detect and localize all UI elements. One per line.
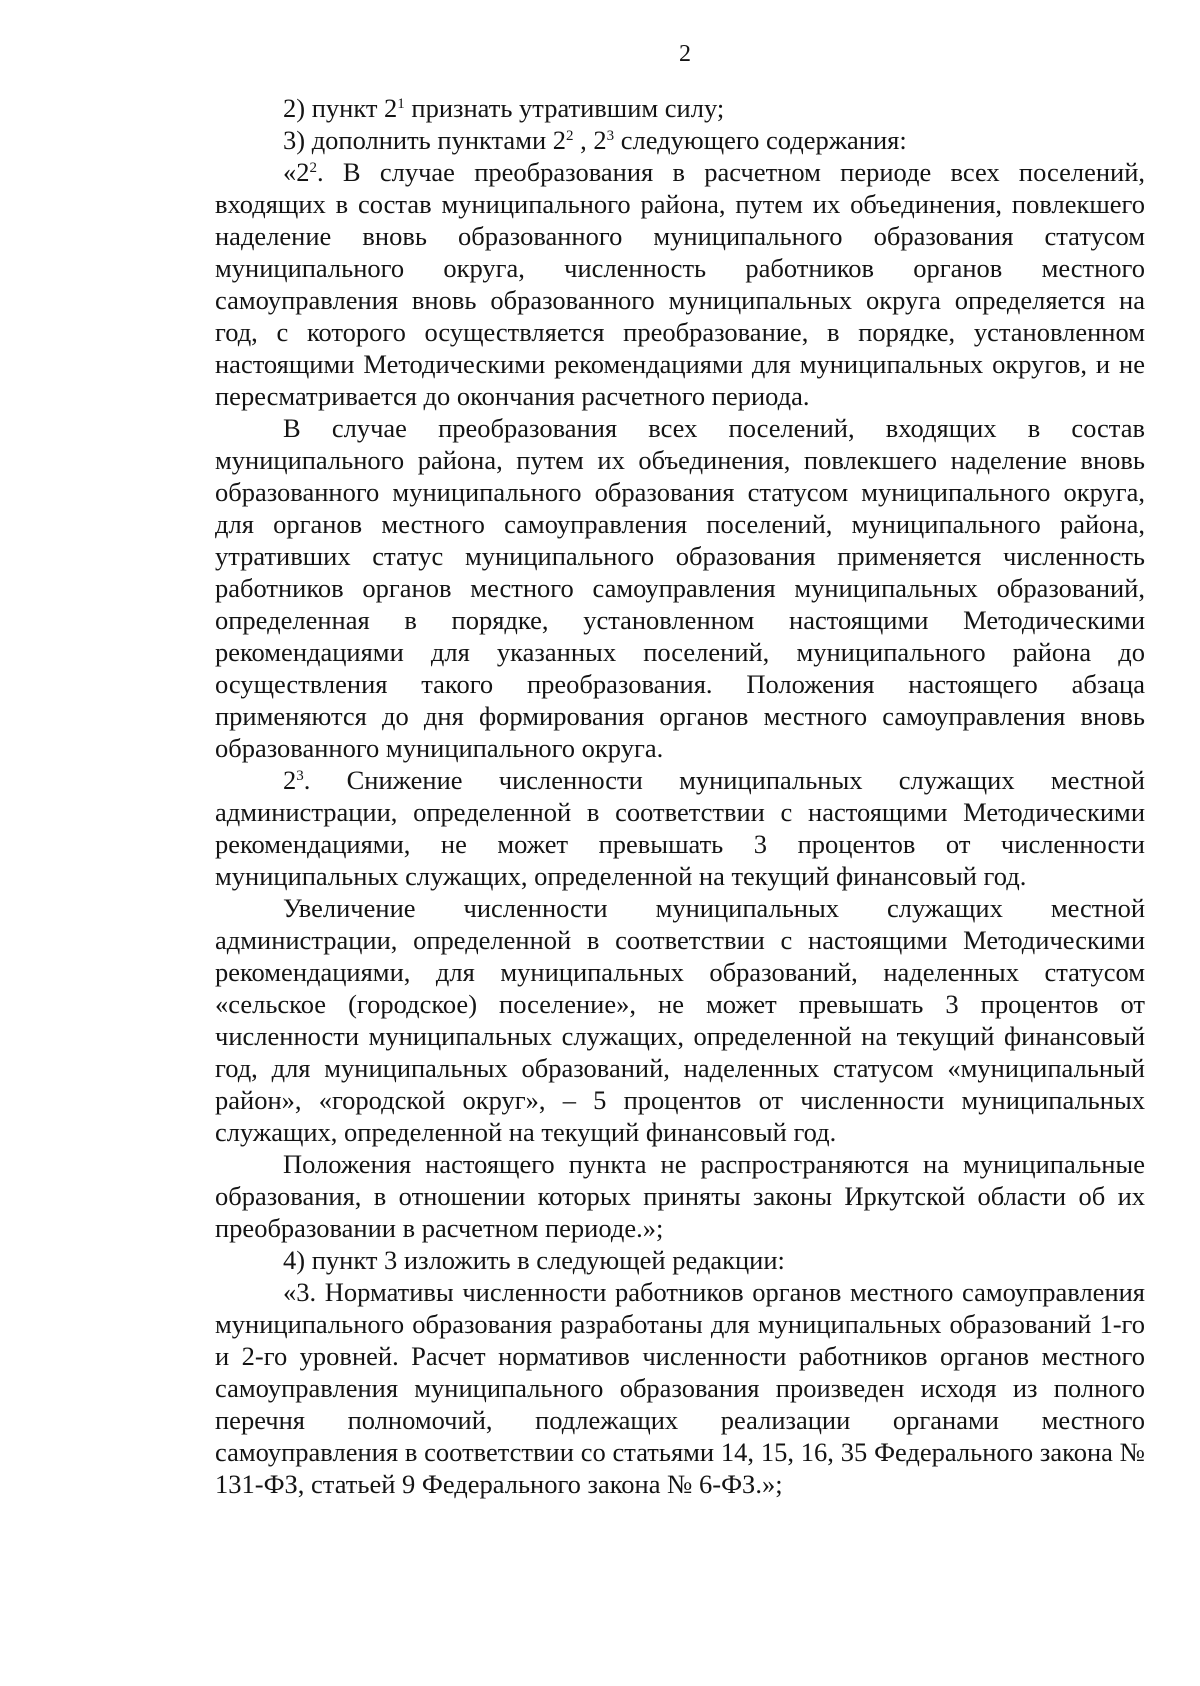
paragraph-item-4: 4) пункт 3 изложить в следующей редакции: xyxy=(283,1245,785,1275)
paragraph-item-2: 2) пункт $2^1$ признать утратившим силу; xyxy=(283,93,725,123)
page-number: 2 xyxy=(679,41,691,67)
paragraph-item-3: 3) дополнить пунктами $2^2$ , $2^3$ следующего содержания: xyxy=(283,125,907,155)
paragraph-exception: Положения настоящего пункта не распространяются на муниципальные образования, в отношении которых приняты законы Иркутской области об их преобразовании в расчетном периоде.»; xyxy=(215,1149,1145,1243)
document-body xyxy=(215,92,1145,1500)
paragraph-clause-3: «3. Нормативы численности работников органов местного самоуправления муниципального образования разработаны для муниципальных образований 1-го и 2-го уровней. Расчет нормативов численности работников органов местного самоуправления муниципального образования произведен исходя из полного перечня полномочий, подлежащих реализации органами местного самоуправления в соответствии со статьями 14, 15, 16, 35 Федерального закона № 131-ФЗ, статьей 9 Федерального закона № 6-ФЗ.»; xyxy=(215,1277,1145,1499)
paragraph-transformation: В случае преобразования всех поселений, входящих в состав муниципального района, путем их объединения, повлекшего наделение вновь образованного муниципального образования статусом муниципального округа, для органов местного самоуправления поселений, муниципального района, утративших статус муниципального образования применяется численность работников органов местного самоуправления муниципальных образований, определенная в порядке, установленном настоящими Методическими рекомендациями для указанных поселений, муниципального района до осуществления такого преобразования. Положения настоящего абзаца применяются до дня формирования органов местного самоуправления вновь образованного муниципального округа. xyxy=(215,413,1145,763)
paragraph-clause-2-3: $2^3$. Снижение численности муниципальных служащих местной администрации, определенной в соответствии с настоящими Методическими рекомендациями, не может превышать 3 процентов от численности муниципальных служащих, определенной на текущий финансовый год. xyxy=(215,765,1145,891)
paragraph-increase: Увеличение численности муниципальных служащих местной администрации, определенной в соответствии с настоящими Методическими рекомендациями, для муниципальных образований, наделенных статусом «сельское (городское) поселение», не может превышать 3 процентов от численности муниципальных служащих, определенной на текущий финансовый год, для муниципальных образований, наделенных статусом «муниципальный район», «городской округ», – 5 процентов от численности муниципальных служащих, определенной на текущий финансовый год. xyxy=(215,893,1145,1147)
paragraph-clause-2-2: «$2^2$. В случае преобразования в расчетном периоде всех поселений, входящих в состав муниципального района, путем их объединения, повлекшего наделение вновь образованного муниципального образования статусом муниципального округа, численность работников органов местного самоуправления вновь образованного муниципальных округа определяется на год, с которого осуществляется преобразование, в порядке, установленном настоящими Методическими рекомендациями для муниципальных округов, и не пересматривается до окончания расчетного периода. xyxy=(215,157,1145,411)
